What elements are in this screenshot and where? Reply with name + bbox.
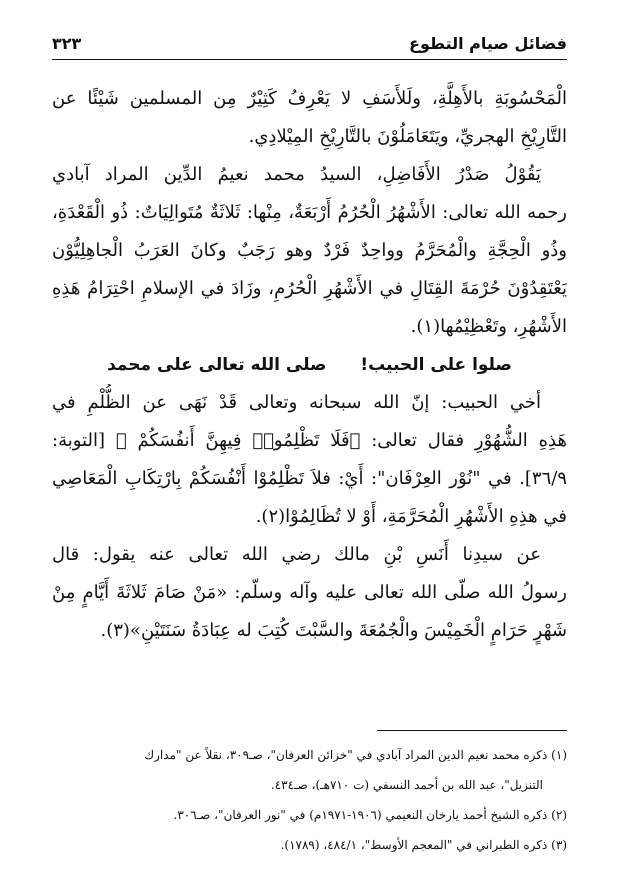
text-line: ٣٦/٩]. في "نُوْر العِرْفَان": أَيْ: فلاَ تَظْلِمُوْا أَنْفُسَكُمْ بِارْتِكَابِ الْمَعَاصِي	[52, 468, 567, 489]
running-header	[52, 30, 567, 56]
footnote: التنزيل"، عبد الله بن أحمد النسفي (ت ٧١٠هـ)، صـ٤٣٤.	[270, 778, 543, 792]
page-number: ٣٢٣	[52, 33, 82, 53]
footnote-divider	[377, 730, 567, 731]
text-line: وذُو الْحِجَّةِ والْمُحَرَّمُ وواحِدٌ فَرْدٌ وهو رَجَبٌ وكانَ العَرَبُ الْجاهِلِيُّوْن	[52, 240, 567, 261]
header-title: فضائل صيام التطوع	[409, 33, 567, 53]
text-line: رسولُ الله صلّى الله تعالى عليه وآله وسلّم: «مَنْ صَامَ ثَلاثَةَ أَيَّامٍ مِنْ	[52, 582, 567, 603]
text-line: رحمه الله تعالى: الأَشْهُرُ الْحُرُمُ أَرْبَعَةٌ، مِنْها: ثَلاثَةٌ مُتَوالِيَاتٌ: ذُو الْقَعْدَةِ،	[52, 202, 567, 223]
footnote: (٢) ذكره الشيخ أحمد يارخان النعيمي (١٩٠٦-١٩٧١م) في "نور العرفان"، صـ٣٠٦.	[173, 808, 567, 822]
text-line: الأَشْهُرِ، وتَعْظِيْمُها(١).	[410, 316, 567, 337]
footnote: (٣) ذكره الطبراني في "المعجم الأوسط"، ٤٨٤/١، (١٧٨٩).	[280, 838, 567, 852]
text-line: الْمَحْسُوبَةِ بالأَهِلَّةِ، ولَلأَسَفِ لا يَعْرِفُ كَثِيْرٌ مِن المسلمين شَيْئًا عن	[52, 88, 567, 109]
text-line: عن سيدِنا أَنَسِ بْنِ مالك رضي الله تعالى عنه يقول: قال	[52, 544, 541, 565]
text-line: أخي الحبيب: إنّ الله سبحانه وتعالى قَدْ نَهَى عن الظُّلْمِ في	[52, 392, 541, 413]
header-divider	[52, 59, 567, 60]
text-line: يَقُوْلُ صَدْرُ الأَفَاضِلِ، السيدُ محمد نعيمُ الدِّين المراد آبادي	[52, 164, 541, 185]
text-line: التَّارِيْخِ الهجريِّ، ويَتَعَامَلُوْنَ بالتَّارِيْخِ المِيْلادِي.	[248, 126, 567, 147]
subheading-right: صلوا على الحبيب!	[360, 355, 512, 375]
text-line: هَذِهِ الشُّهُوْرِ فقال تعالى: ﴿فَلَا تَظْلِمُوا۟ فِيهِنَّ أَنفُسَكُمْ ﴾ [التوبة:	[52, 430, 567, 451]
footnote: (١) ذكره محمد نعيم الدين المراد آبادي في "خزائن العرفان"، صـ٣٠٩، نقلاً عن "مدارك	[144, 748, 567, 762]
footnotes	[52, 740, 567, 860]
text-line: يَعْتَقِدُوْنَ حُرْمَةَ القِتَالِ في الأَشْهُرِ الْحُرُمِ، وزَادَ في الإسلامِ احْتِرَامُ هَذِهِ	[52, 278, 567, 299]
text-line: شَهْرٍ حَرَامٍ الْخَمِيْسَ والْجُمُعَةَ والسَّبْتَ كُتِبَ له عِبَادَةُ سَنَتَيْنِ»(٣).	[100, 620, 567, 641]
main-text	[52, 80, 567, 650]
subheading-left: صلى الله تعالى على محمد	[107, 355, 327, 375]
text-line: في هذِهِ الأَشْهُرِ الْمُحَرَّمَةِ، أَوْ لا تُظَالِمُوْا(٢).	[255, 506, 567, 527]
section-subheading	[52, 346, 567, 384]
